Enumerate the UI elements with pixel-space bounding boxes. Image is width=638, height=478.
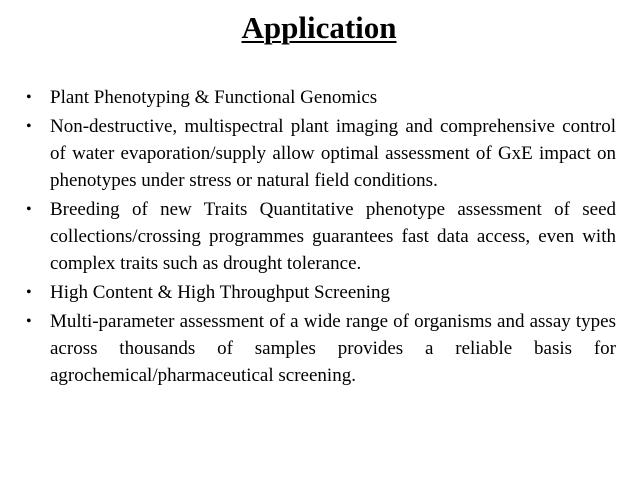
bullet-item (22, 308, 616, 389)
bullet-text: Plant Phenotyping & Functional Genomics (50, 87, 378, 108)
bullet-point-icon: • (26, 284, 32, 301)
bullet-list (22, 84, 616, 391)
bullet-point-icon: • (26, 313, 32, 330)
bullet-item (22, 196, 616, 277)
bullet-item (22, 113, 616, 194)
bullet-text: Multi-parameter assessment of a wide range of organisms and assay types across thousands of samples provides a reliable basis for agrochemical/pharmaceutical screening. (50, 311, 616, 386)
bullet-point-icon: • (26, 89, 32, 106)
bullet-text: Non-destructive, multispectral plant imaging and comprehensive control of water evaporation/supply allow optimal assessment of GxE impact on phenotypes under stress or natural field conditions. (50, 116, 616, 191)
bullet-text: Breeding of new Traits Quantitative phenotype assessment of seed collections/crossing programmes guarantees fast data access, even with complex traits such as drought tolerance. (50, 199, 616, 274)
bullet-text: High Content & High Throughput Screening (50, 282, 391, 303)
bullet-item (22, 84, 616, 111)
slide-title: Application (241, 10, 397, 45)
bullet-point-icon: • (26, 118, 32, 135)
bullet-item (22, 279, 616, 306)
bullet-point-icon: • (26, 201, 32, 218)
